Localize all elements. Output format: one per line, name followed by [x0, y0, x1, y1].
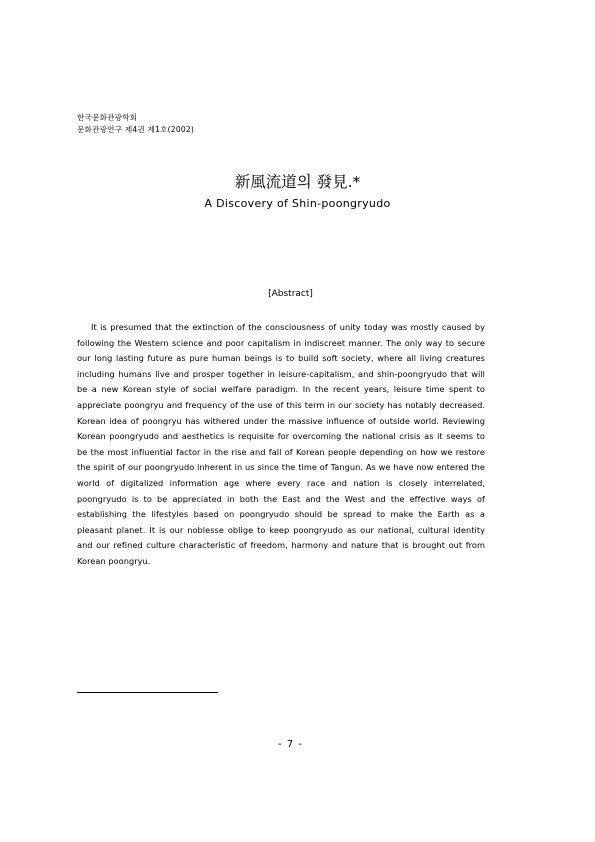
- abstract-body: It is presumed that the extinction of the consciousness of unity today was mostly caused by following the Western science and poor capitalism in indiscreet manner. The only way to secure our long lasting future as pure human beings is to build soft society, where all living creatures including humans live and prosper together in leisure-capitalism, and shin-poongryudo that will be a new Korean style of social welfare paradigm. In the recent years, leisure time spent to appreciate poongryu and frequency of the use of this term in our society has notably decreased. Korean idea of poongryu has withered under the massive influence of outside world. Reviewing Korean poongryudo and aesthetics is requisite for overcoming the national crisis as it seems to be the most influential factor in the rise and fall of Korean people depending on how we restore the spirit of our poongryudo inherent in us since the time of Tangun. As we have now entered the world of digitalized information age where every race and nation is closely interrelated, poongryudo is to be appreciated in both the East and the West and the effective ways of establishing the lifestyles based on poongryudo should be spread to make the Earth as a pleasant planet. It is our noblesse oblige to keep poongryudo as our national, cultural identity and our refined culture characteristic of freedom, harmony and nature that is brought out from Korean poongryu.: [77, 322, 485, 566]
- society-name: 한국문화관광학회: [77, 113, 138, 122]
- journal-header: [77, 112, 194, 136]
- title-korean: 新風流道의 發見.*: [234, 173, 361, 191]
- page-number: - 7 -: [278, 739, 303, 750]
- journal-citation: 문화관광연구 제4권 제1호(2002): [77, 125, 195, 134]
- footnote-divider: [77, 692, 218, 693]
- abstract-heading: [Abstract]: [268, 289, 313, 299]
- title-english: A Discovery of Shin-poongryudo: [204, 197, 391, 210]
